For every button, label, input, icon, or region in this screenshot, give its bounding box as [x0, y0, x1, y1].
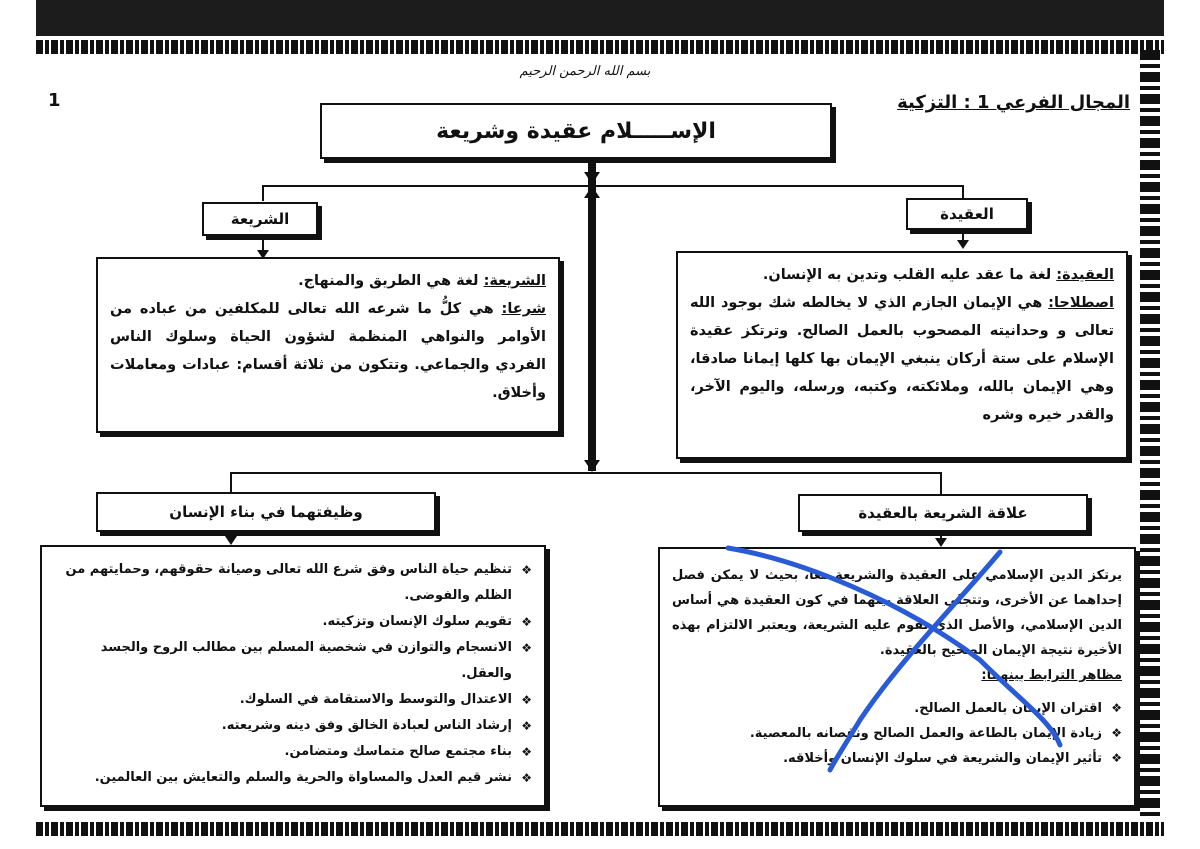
arrow-down-icon: [957, 240, 969, 249]
branch-drop-right: [962, 185, 964, 199]
relation-subheading: مظاهر الترابط بينهما:: [981, 668, 1122, 683]
relation-label: علاقة الشريعة بالعقيدة: [858, 504, 1028, 522]
relation-item: ❖ اقتران الإيمان بالعمل الصالح.: [672, 696, 1122, 721]
function-item: ❖ نشر قيم العدل والمساواة والحرية والسلم والتعايش بين العالمين.: [54, 765, 532, 791]
central-trunk: [588, 159, 596, 471]
relation-list: [672, 696, 1122, 771]
branch-drop-relation: [940, 472, 942, 494]
shariah-shar-term: شرعا:: [501, 301, 546, 317]
aqeeda-lugha-text: لغة ما عقد عليه القلب وتدين به الإنسان.: [762, 267, 1052, 283]
function-box: [40, 545, 546, 807]
relation-box: [658, 547, 1136, 807]
main-title: الإســـــلام عقيدة وشريعة: [436, 118, 716, 144]
function-label-box: [96, 492, 436, 532]
relation-item: ❖ تأثير الإيمان والشريعة في سلوك الإنسان وأخلاقه.: [672, 746, 1122, 771]
function-item: ❖ بناء مجتمع صالح متماسك ومتضامن.: [54, 739, 532, 765]
branch-line-top: [262, 185, 964, 187]
relation-label-box: [798, 494, 1088, 532]
arrow-down-icon: [584, 172, 600, 184]
top-decorative-border: [36, 40, 1164, 54]
arrow-down-icon: [225, 536, 237, 545]
arrow-up-icon: [584, 186, 600, 198]
function-item: ❖ إرشاد الناس لعبادة الخالق وفق دينه وشريعته.: [54, 713, 532, 739]
right-decorative-border: [1140, 50, 1160, 820]
aqeeda-label-box: [906, 198, 1028, 230]
aqeeda-istilah-term: اصطلاحا:: [1048, 295, 1114, 311]
page-number: 1: [48, 90, 61, 111]
function-item: ❖ تنظيم حياة الناس وفق شرع الله تعالى وصيانة حقوقهم، وحمايتهم من الظلم والفوضى.: [54, 557, 532, 609]
main-title-box: [320, 103, 832, 159]
function-item: ❖ تقويم سلوك الإنسان وتزكيته.: [54, 609, 532, 635]
top-dark-bar: [36, 0, 1164, 36]
arrow-down-icon: [584, 460, 600, 472]
bottom-decorative-border: [36, 822, 1164, 836]
aqeeda-lugha-term: العقيدة:: [1056, 267, 1114, 283]
relation-paragraph: يرتكز الدين الإسلامي على العقيدة والشريعة معا، بحيث لا يمكن فصل إحداهما عن الأخرى، وتتجلى العلاقة بينهما في كون العقيدة هي أساس الدين الإسلامي، والأصل الذي تقوم عليه الشريعة، ويعتبر الالتزام بهذه الأخيرة نتيجة الإيمان الصحيح بالعقيدة.: [672, 568, 1122, 658]
aqeeda-label: العقيدة: [940, 205, 994, 223]
shariah-shar-text: هي كلُّ ما شرعه الله تعالى للمكلفين من عباده من الأوامر والنواهي المنظمة لشؤون الحياة وسلوك الناس الفردي والجماعي. وتتكون من ثلاثة أقسام: عبادات ومعاملات وأخلاق.: [110, 301, 546, 401]
arrow-down-icon: [935, 538, 947, 547]
shariah-label: الشريعة: [230, 210, 290, 228]
branch-line-bottom: [230, 472, 942, 474]
branch-drop-function: [230, 472, 232, 492]
shariah-label-box: [202, 202, 318, 236]
subdomain-title: المجال الفرعي 1 : التزكية: [897, 92, 1130, 113]
shariah-lugha-text: لغة هي الطريق والمنهاج.: [298, 273, 479, 289]
function-list: [54, 557, 532, 791]
branch-drop-left: [262, 185, 264, 201]
aqeeda-definition-box: [676, 251, 1128, 459]
function-item: ❖ الانسجام والتوازن في شخصية المسلم بين مطالب الروح والجسد والعقل.: [54, 635, 532, 687]
function-label: وظيفتهما في بناء الإنسان: [169, 503, 363, 521]
relation-item: ❖ زيادة الإيمان بالطاعة والعمل الصالح ونقصانه بالمعصية.: [672, 721, 1122, 746]
function-item: ❖ الاعتدال والتوسط والاستقامة في السلوك.: [54, 687, 532, 713]
shariah-definition-box: [96, 257, 560, 433]
bismillah: بسم الله الرحمن الرحيم: [519, 64, 651, 79]
aqeeda-istilah-text: هي الإيمان الجازم الذي لا يخالطه شك بوجود الله تعالى و وحدانيته المصحوب بالعمل الصالح. وترتكز عقيدة الإسلام على ستة أركان ينبغي الإيمان بها كلها إيمانا صادقا، وهي الإيمان بالله، وملائكته، وكتبه، ورسله، واليوم الآخر، والقدر خيره وشره: [690, 295, 1114, 423]
shariah-lugha-term: الشريعة:: [483, 273, 546, 289]
